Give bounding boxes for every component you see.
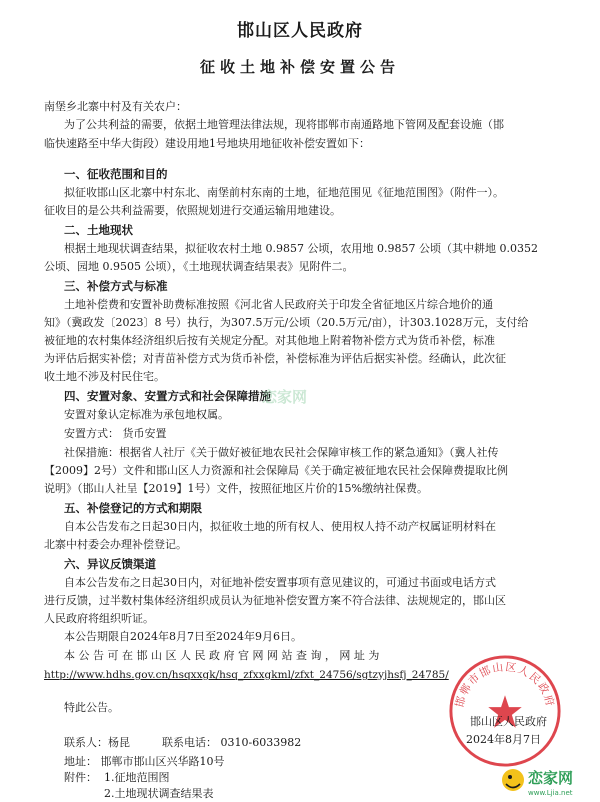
section-line: 收土地不涉及村民住宅。 (44, 370, 165, 383)
section-line: 本 公 告 可 在 邯 山 区 人 民 政 府 官 网 网 站 查 询 ， 网 址 为 (64, 649, 380, 662)
section-line: 社保措施：根据省人社厅《关于做好被征地农民社会保障审核工作的紧急通知》（冀人社传 (64, 446, 499, 459)
section-line: 征收目的是公共利益需要，依照规划进行交通运输用地建设。 (44, 204, 341, 217)
notice-url-link[interactable]: http://www.hdhs.gov.cn/hsqxxgk/hsq_zfxxgkml/zfxt_24756/sgtzyjhsfj_24785/ (44, 669, 449, 681)
brand-domain: www.Ljia.net (528, 789, 573, 797)
section-line: 公顷、园地 0.9505 公顷），《土地现状调查结果表》见附件二。 (44, 260, 354, 273)
closing: 特此公告。 (64, 701, 119, 714)
section-line: 安置对象认定标准为承包地权属。 (64, 408, 229, 421)
center-watermark: 恋家网 (262, 388, 308, 406)
brand-logo (500, 764, 598, 800)
contact-address: 地址： 邯郸市邯山区兴华路10号 (64, 755, 225, 768)
brand-name: 恋家网 (528, 769, 574, 787)
section-heading: 一、征收范围和目的 (64, 167, 168, 181)
attachment-item: 1.征地范围图 (104, 771, 170, 784)
stamp-text: 邯郸市邯山区人民政府 (452, 660, 558, 709)
intro-line: 为了公共利益的需要，依据土地管理法律法规，现将邯郸市南通路地下管网及配套设施（邯 (64, 118, 504, 131)
section-line: 进行反馈，过半数村集体经济组织成员认为征地补偿安置方案不符合法律、法规规定的，邯山区 (44, 594, 506, 607)
official-seal-stamp (446, 652, 564, 770)
section-line: 北寨中村委会办理补偿登记。 (44, 538, 187, 551)
section-line: 为评估后据实补偿；对青苗补偿方式为货币补偿，补偿标准为评估后据实补偿。经确认，此次征 (44, 352, 506, 365)
contact-phone: 联系电话： 0310-6033982 (162, 736, 302, 749)
section-line: 知》（冀政发〔2023〕8 号）执行，为307.5万元/公顷（20.5万元/亩），计303.1028万元，支付给 (44, 316, 529, 329)
section-heading: 五、补偿登记的方式和期限 (64, 501, 202, 515)
section-heading: 四、安置对象、安置方式和社会保障措施 (64, 389, 271, 403)
section-line: 说明》（邯山人社呈【2019】1号）文件，按照征地区片价的15%缴纳社保费。 (44, 482, 428, 495)
section-heading: 六、异议反馈渠道 (64, 557, 156, 571)
section-line: 自本公告发布之日起30日内，对征地补偿安置事项有意见建议的，可通过书面或电话方式 (64, 576, 496, 589)
recipient: 南堡乡北寨中村及有关农户： (44, 100, 187, 113)
document-subtitle: 征收土地补偿安置公告 (199, 58, 400, 76)
section-line: 土地补偿费和安置补助费标准按照《河北省人民政府关于印发全省征地区片综合地价的通 (64, 298, 493, 311)
contact-person: 联系人：杨昆 (64, 736, 130, 749)
section-line: 自本公告发布之日起30日内，拟征收土地的所有权人、使用权人持不动产权属证明材料在 (64, 520, 496, 533)
section-line: 拟征收邯山区北寨中村东北、南堡前村东南的土地，征地范围见《征地范围图》（附件一）。 (64, 186, 504, 199)
section-line: 被征地的农村集体经济组织后按有关规定分配。对其他地上附着物补偿方式为货币补偿，标准 (44, 334, 495, 347)
section-heading: 二、土地现状 (64, 223, 133, 237)
attachment-item: 2.土地现状调查结果表 (104, 787, 214, 800)
attachments-label: 附件： (64, 771, 97, 784)
section-heading: 三、补偿方式与标准 (64, 279, 168, 293)
intro-line: 临快速路至中华大街段）建设用地1号地块用地征收补偿安置如下： (44, 137, 370, 150)
section-line: 人民政府将组织听证。 (44, 612, 154, 625)
section-line: 【2009】2号）文件和邯山区人力资源和社会保障局《关于确定被征地农民社会保障费提取比例 (44, 464, 508, 477)
section-line: 本公告期限自2024年8月7日至2024年9月6日。 (64, 630, 302, 643)
section-line: 安置方式： 货币安置 (64, 427, 167, 440)
signature-date: 2024年8月7日 (466, 733, 541, 746)
document-title: 邯山区人民政府 (237, 21, 363, 41)
section-line: 根据土地现状调查结果，拟征收农村土地 0.9857 公顷，农用地 0.9857 公顷（其中耕地 0.0352 (64, 242, 538, 255)
signature-org: 邯山区人民政府 (470, 715, 547, 728)
